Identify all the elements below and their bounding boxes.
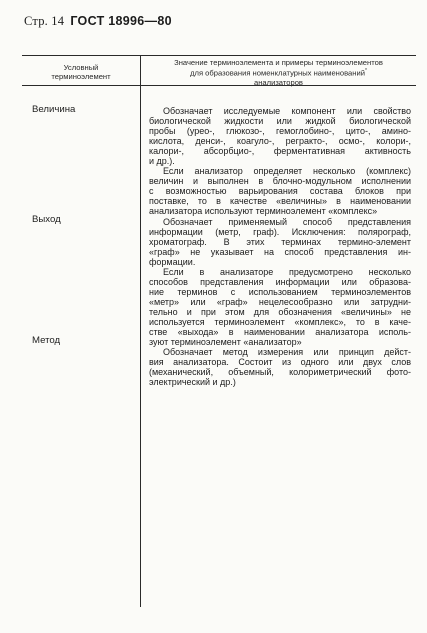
- page-header: [24, 14, 414, 34]
- definition-line: анализатора используют терминоэлемент «комплекс»: [149, 206, 378, 217]
- definitions-text: [149, 106, 411, 387]
- term-velichina: Величина: [32, 104, 76, 115]
- standard-number: ГОСТ 18996—80: [70, 14, 172, 28]
- definition-line: стве «выхода» в наименовании анализатора исполь-: [149, 327, 411, 338]
- definition-line: величин и выполнен в блочно-модульном исполнении: [149, 176, 411, 187]
- definition-line: зуют терминоэлемент «анализатор»: [149, 337, 302, 348]
- term-metod: Метод: [32, 335, 61, 346]
- footnote-mark-icon: *: [364, 68, 367, 75]
- definition-line: Обозначает метод измерения или принцип дейст-: [163, 347, 411, 358]
- definition-line: пробы (урео-, глюкозо-, гемоглобино-, цито-, амино-: [149, 126, 411, 137]
- definition-block: [149, 347, 411, 387]
- col1-header: [22, 63, 140, 81]
- definition-line: используется терминоэлемент «комплекс», то в каче-: [149, 316, 411, 327]
- definition-line: тельно и при этом для обозначения «величины» не: [149, 306, 411, 317]
- definition-line: формации.: [149, 256, 196, 267]
- col1-header-line: терминоэлемент: [51, 72, 111, 82]
- definition-line: с возможностью варьирования состава блоков при: [149, 186, 411, 197]
- definition-line: способов представления информации или образова-: [149, 276, 411, 287]
- col2-header-line: [141, 67, 416, 78]
- definition-line: биологической жидкости или жидкой биологической: [149, 116, 411, 127]
- definition-line: «граф» не указывает на способ представления ин-: [149, 246, 411, 257]
- column-divider: [140, 55, 141, 607]
- col2-header: [141, 58, 416, 87]
- definition-line: кислота, денси-, коагуло-, регракто-, осмо-, колори-,: [149, 136, 411, 147]
- page-number: Стр. 14: [24, 14, 65, 28]
- table-top-rule: [22, 55, 416, 56]
- definition-block: [149, 217, 411, 348]
- definition-line: поставке, то в качестве «величины» в наименовании: [149, 196, 411, 207]
- terms-table: [22, 55, 416, 607]
- definition-line: Обозначает применяемый способ представления: [163, 216, 411, 227]
- definition-line: ние терминов с использованием терминоэлементов: [149, 286, 411, 297]
- definition-line: Если анализатор определяет несколько (комплекс): [163, 166, 411, 177]
- term-vyhod: Выход: [32, 214, 61, 225]
- col2-header-line: Значение терминоэлемента и примеры терминоэлементов: [174, 58, 383, 67]
- definition-line: Если в анализаторе предусмотрено несколько: [163, 266, 411, 277]
- definition-line: электрический и др.): [149, 377, 236, 388]
- col2-header-text: для образования номенклатурных наименований: [190, 68, 365, 78]
- definition-line: и др.).: [149, 156, 175, 167]
- definition-block: [149, 106, 411, 217]
- definition-line: калори-, абсорбцио-, ферментативная активность: [149, 146, 411, 157]
- definition-line: вия анализатора. Состоит из одного или двух слов: [149, 357, 411, 368]
- definition-line: «метр» или «граф» нецелесообразно или затрудни-: [149, 296, 411, 307]
- col1-header-line: Условный: [63, 63, 99, 72]
- definition-line: (механический, объемный, колориметрический фото-: [149, 367, 411, 378]
- definition-line: хроматограф. В этих терминах термино-элемент: [149, 236, 411, 247]
- definition-line: информации (метр, граф). Исключения: полярограф,: [149, 226, 411, 237]
- col2-header-line: анализаторов: [254, 77, 303, 87]
- definition-line: Обозначает исследуемые компонент или свойство: [163, 106, 411, 116]
